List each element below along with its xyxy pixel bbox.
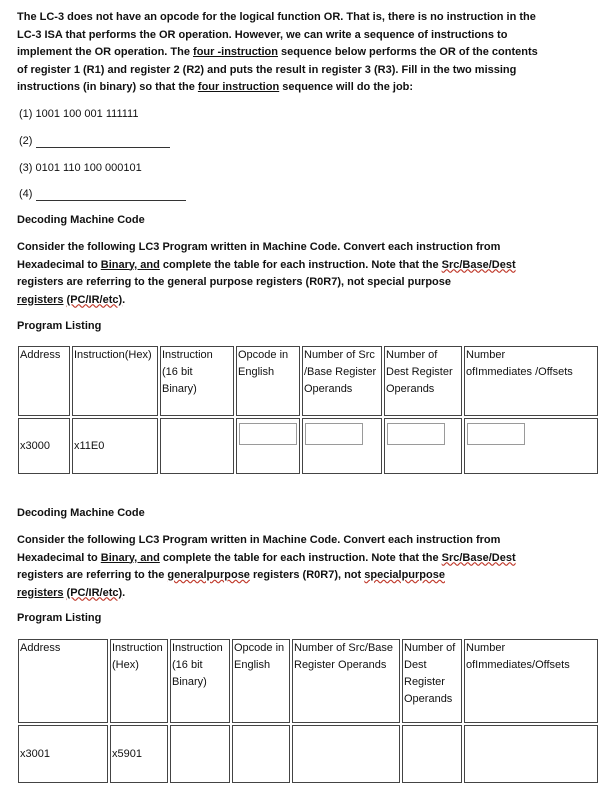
section1-table-header-row (18, 346, 598, 416)
intro-line-5-end: sequence will do the job: (282, 81, 414, 93)
section1-table-row (18, 418, 598, 474)
section1-line-4 (17, 292, 602, 310)
section1-line-3: registers are referring to the general purpose registers (R0R7), not special purpose (17, 276, 452, 288)
item-4-label: (4) (19, 188, 33, 200)
intro-line-2: LC-3 ISA that performs the OR operation. However, we can write a sequence of instructions to (17, 28, 508, 41)
intro-four-instruction-1: four -instruction (193, 46, 278, 58)
intro-line-5-start: instructions (in binary) so that the (17, 81, 195, 93)
section2-table-header-row (18, 639, 598, 723)
item-4 (19, 187, 186, 201)
section2-line-3-c: registers (R0R7), not (253, 569, 362, 581)
s1-header-imm: Number ofImmediates /Offsets (464, 346, 598, 416)
intro-line-3 (17, 44, 602, 62)
s1-header-opcode: Opcode in English (236, 346, 300, 416)
intro-paragraph (17, 9, 602, 97)
s2-row-dest-cell[interactable] (402, 725, 462, 783)
s2-row-binary-cell[interactable] (170, 725, 230, 783)
s1-header-hex: Instruction(Hex) (72, 346, 158, 416)
section1-program-listing: Program Listing (17, 320, 102, 332)
item-4-answer-blank[interactable] (36, 188, 186, 201)
s1-row-hex: x11E0 (72, 418, 158, 474)
intro-line-5 (17, 79, 602, 97)
s1-dest-input[interactable] (387, 423, 445, 445)
s2-row-imm-cell[interactable] (464, 725, 598, 783)
section2-program-listing: Program Listing (17, 612, 102, 624)
s1-row-binary-cell[interactable] (160, 418, 234, 474)
section2-line-2-d: Src/Base/Dest (441, 551, 516, 564)
section1-table (16, 344, 600, 476)
section1-line-4-b: (PC/IR/etc) (66, 293, 123, 306)
section1-heading: Decoding Machine Code (17, 214, 145, 226)
section2-line-4 (17, 585, 602, 603)
section1-line-2-a: Hexadecimal to (17, 258, 98, 271)
section2-line-2-c: complete the table for each instruction. Note that the (162, 551, 439, 564)
s2-header-binary: Instruction (16 bit Binary) (170, 639, 230, 723)
s1-src-input[interactable] (305, 423, 363, 445)
s2-row-opcode-cell[interactable] (232, 725, 290, 783)
section1-line-4-c: . (122, 293, 126, 306)
section2-line-3-b: generalpurpose (167, 569, 250, 581)
section2-table (16, 637, 600, 785)
s1-row-address: x3000 (18, 418, 70, 474)
s2-header-src: Number of Src/Base Register Operands (292, 639, 400, 723)
section2-line-2-b: Binary, and (100, 551, 160, 564)
s2-row-address: x3001 (18, 725, 108, 783)
intro-line-1: The LC-3 does not have an opcode for the logical function OR. That is, there is no instruction in the (17, 11, 536, 23)
s1-row-dest-cell[interactable] (384, 418, 462, 474)
intro-line-3-start: implement the OR operation. The (17, 46, 190, 58)
s2-row-hex: x5901 (110, 725, 168, 783)
s2-header-opcode: Opcode in English (232, 639, 290, 723)
item-1: (1) 1001 100 001 111111 (19, 108, 139, 120)
s1-row-imm-cell[interactable] (464, 418, 598, 474)
s1-header-binary: Instruction (16 bit Binary) (160, 346, 234, 416)
section2-line-2-a: Hexadecimal to (17, 551, 98, 564)
section1-line-2 (17, 257, 602, 275)
s2-header-hex: Instruction (Hex) (110, 639, 168, 723)
section1-paragraph (17, 239, 602, 309)
section2-line-1: Consider the following LC3 Program written in Machine Code. Convert each instruction from (17, 534, 501, 546)
section2-heading: Decoding Machine Code (17, 507, 145, 519)
s1-imm-input[interactable] (467, 423, 525, 445)
section2-paragraph (17, 532, 602, 602)
section2-line-3-a: registers are referring to the (17, 569, 165, 581)
section2-line-3-d: specialpurpose (364, 569, 445, 581)
section2-line-4-a: registers (17, 586, 64, 599)
section1-line-1: Consider the following LC3 Program written in Machine Code. Convert each instruction from (17, 241, 501, 253)
section1-line-2-b: Binary, and (100, 258, 160, 271)
s1-opcode-input[interactable] (239, 423, 297, 445)
item-2-answer-blank[interactable] (36, 135, 170, 148)
section1-line-4-a: registers (17, 293, 64, 306)
s2-header-imm: Number ofImmediates/Offsets (464, 639, 598, 723)
intro-line-4: of register 1 (R1) and register 2 (R2) and puts the result in register 3 (R3). Fill in the two missing (17, 63, 517, 76)
section2-table-row (18, 725, 598, 783)
section2-line-4-c: . (122, 586, 126, 599)
s2-header-dest: Number of Dest Register Operands (402, 639, 462, 723)
s2-row-src-cell[interactable] (292, 725, 400, 783)
section2-line-2 (17, 550, 602, 568)
item-3: (3) 0101 110 100 000101 (19, 162, 142, 174)
section1-line-2-c: complete the table for each instruction. Note that the (162, 258, 439, 271)
s2-header-address: Address (18, 639, 108, 723)
s1-header-address: Address (18, 346, 70, 416)
s1-header-dest: Number of Dest Register Operands (384, 346, 462, 416)
intro-four-instruction-2: four instruction (197, 81, 280, 93)
item-2 (19, 134, 170, 148)
s1-row-opcode-cell[interactable] (236, 418, 300, 474)
section2-line-4-b: (PC/IR/etc) (66, 586, 123, 599)
s1-header-src: Number of Src /Base Register Operands (302, 346, 382, 416)
section1-line-2-d: Src/Base/Dest (441, 258, 516, 271)
s1-row-src-cell[interactable] (302, 418, 382, 474)
item-2-label: (2) (19, 135, 33, 147)
section2-line-3 (17, 567, 602, 585)
intro-line-3-end: sequence below performs the OR of the contents (281, 46, 538, 58)
